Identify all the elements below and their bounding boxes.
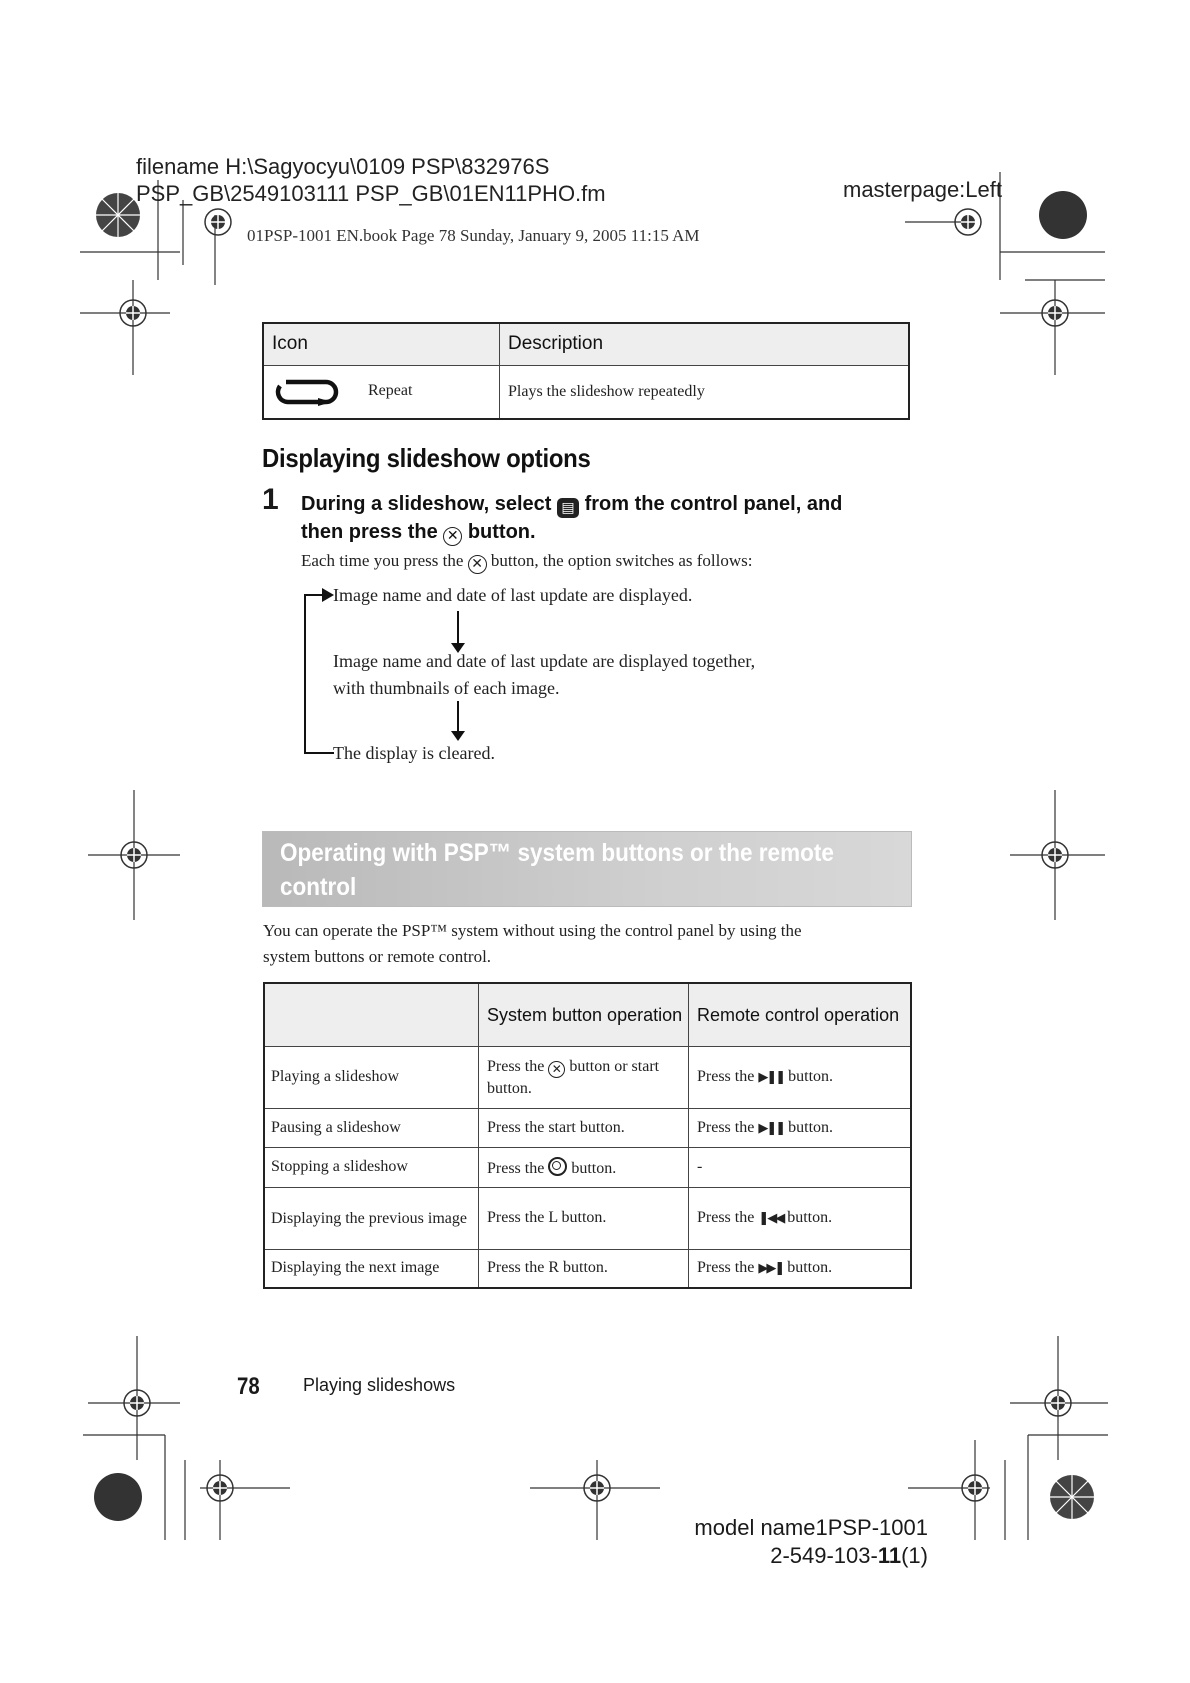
section2-intro: You can operate the PSP™ system without using the control panel by using the system buttons or remote control. <box>263 921 802 966</box>
page-number: 78 <box>237 1373 260 1400</box>
step-note: Each time you press the ✕ button, the option switches as follows: <box>301 551 753 572</box>
table-row: Playing a slideshow Press the ✕ button or start button. Press the ▶❚❚ button. <box>264 1046 911 1108</box>
flow-step-3: The display is cleared. <box>333 743 495 763</box>
table-row: Displaying the previous image Press the L button. Press the ❚◀◀ button. <box>264 1187 911 1249</box>
table-row: Displaying the next image Press the R button. Press the ▶▶❚ button. <box>264 1249 911 1288</box>
cross-button-icon: ✕ <box>548 1061 565 1078</box>
operation-table <box>263 982 912 1289</box>
flow-step-1: Image name and date of last update are displayed. <box>333 585 693 605</box>
section-title-remote-operation: Operating with PSP™ system buttons or the remote control <box>280 839 834 901</box>
section-title-slideshow-options: Displaying slideshow options <box>262 443 591 473</box>
table-row: Pausing a slideshow Press the start button. Press the ▶❚❚ button. <box>264 1108 911 1147</box>
filename-line-1: filename H:\Sagyocyu\0109 PSP\832976S <box>136 154 550 179</box>
repeat-description: Plays the slideshow repeatedly <box>500 365 910 419</box>
options-icon: ▤ <box>557 498 579 518</box>
step-number: 1 <box>262 483 279 516</box>
table-row: Stopping a slideshow Press the button. - <box>264 1147 911 1187</box>
flow-step-2-line-2: with thumbnails of each image. <box>333 678 560 698</box>
repeat-label: Repeat <box>368 382 413 400</box>
remote-control-header: Remote control operation <box>689 983 912 1046</box>
icon-table <box>262 322 910 420</box>
blank-header <box>264 983 479 1046</box>
section-banner <box>262 831 912 907</box>
flow-step-2-line-1: Image name and date of last update are displayed together, <box>333 651 756 671</box>
previous-icon: ❚◀◀ <box>758 1211 784 1226</box>
system-button-header: System button operation <box>479 983 689 1046</box>
play-pause-icon: ▶❚❚ <box>758 1070 785 1085</box>
icon-header: Icon <box>263 323 500 365</box>
repeat-icon <box>274 378 342 406</box>
model-info: model name1PSP-1001 2-549-103-11(1) <box>694 1515 928 1568</box>
play-pause-icon: ▶❚❚ <box>758 1120 785 1136</box>
table-row <box>263 365 909 419</box>
next-icon: ▶▶❚ <box>758 1261 784 1277</box>
step-instruction: During a slideshow, select ▤ from the control panel, and then press the ✕ button. <box>301 493 843 544</box>
cross-button-icon: ✕ <box>443 527 462 546</box>
book-info-line: 01PSP-1001 EN.book Page 78 Sunday, January 9, 2005 11:15 AM <box>247 226 700 245</box>
filename-line-2: PSP_GB\2549103111 PSP_GB\01EN11PHO.fm <box>136 181 606 206</box>
cross-button-icon: ✕ <box>468 555 487 574</box>
chapter-title: Playing slideshows <box>303 1375 456 1395</box>
masterpage-label: masterpage:Left <box>843 177 1002 202</box>
circle-button-icon <box>548 1157 567 1176</box>
description-header: Description <box>500 323 910 365</box>
